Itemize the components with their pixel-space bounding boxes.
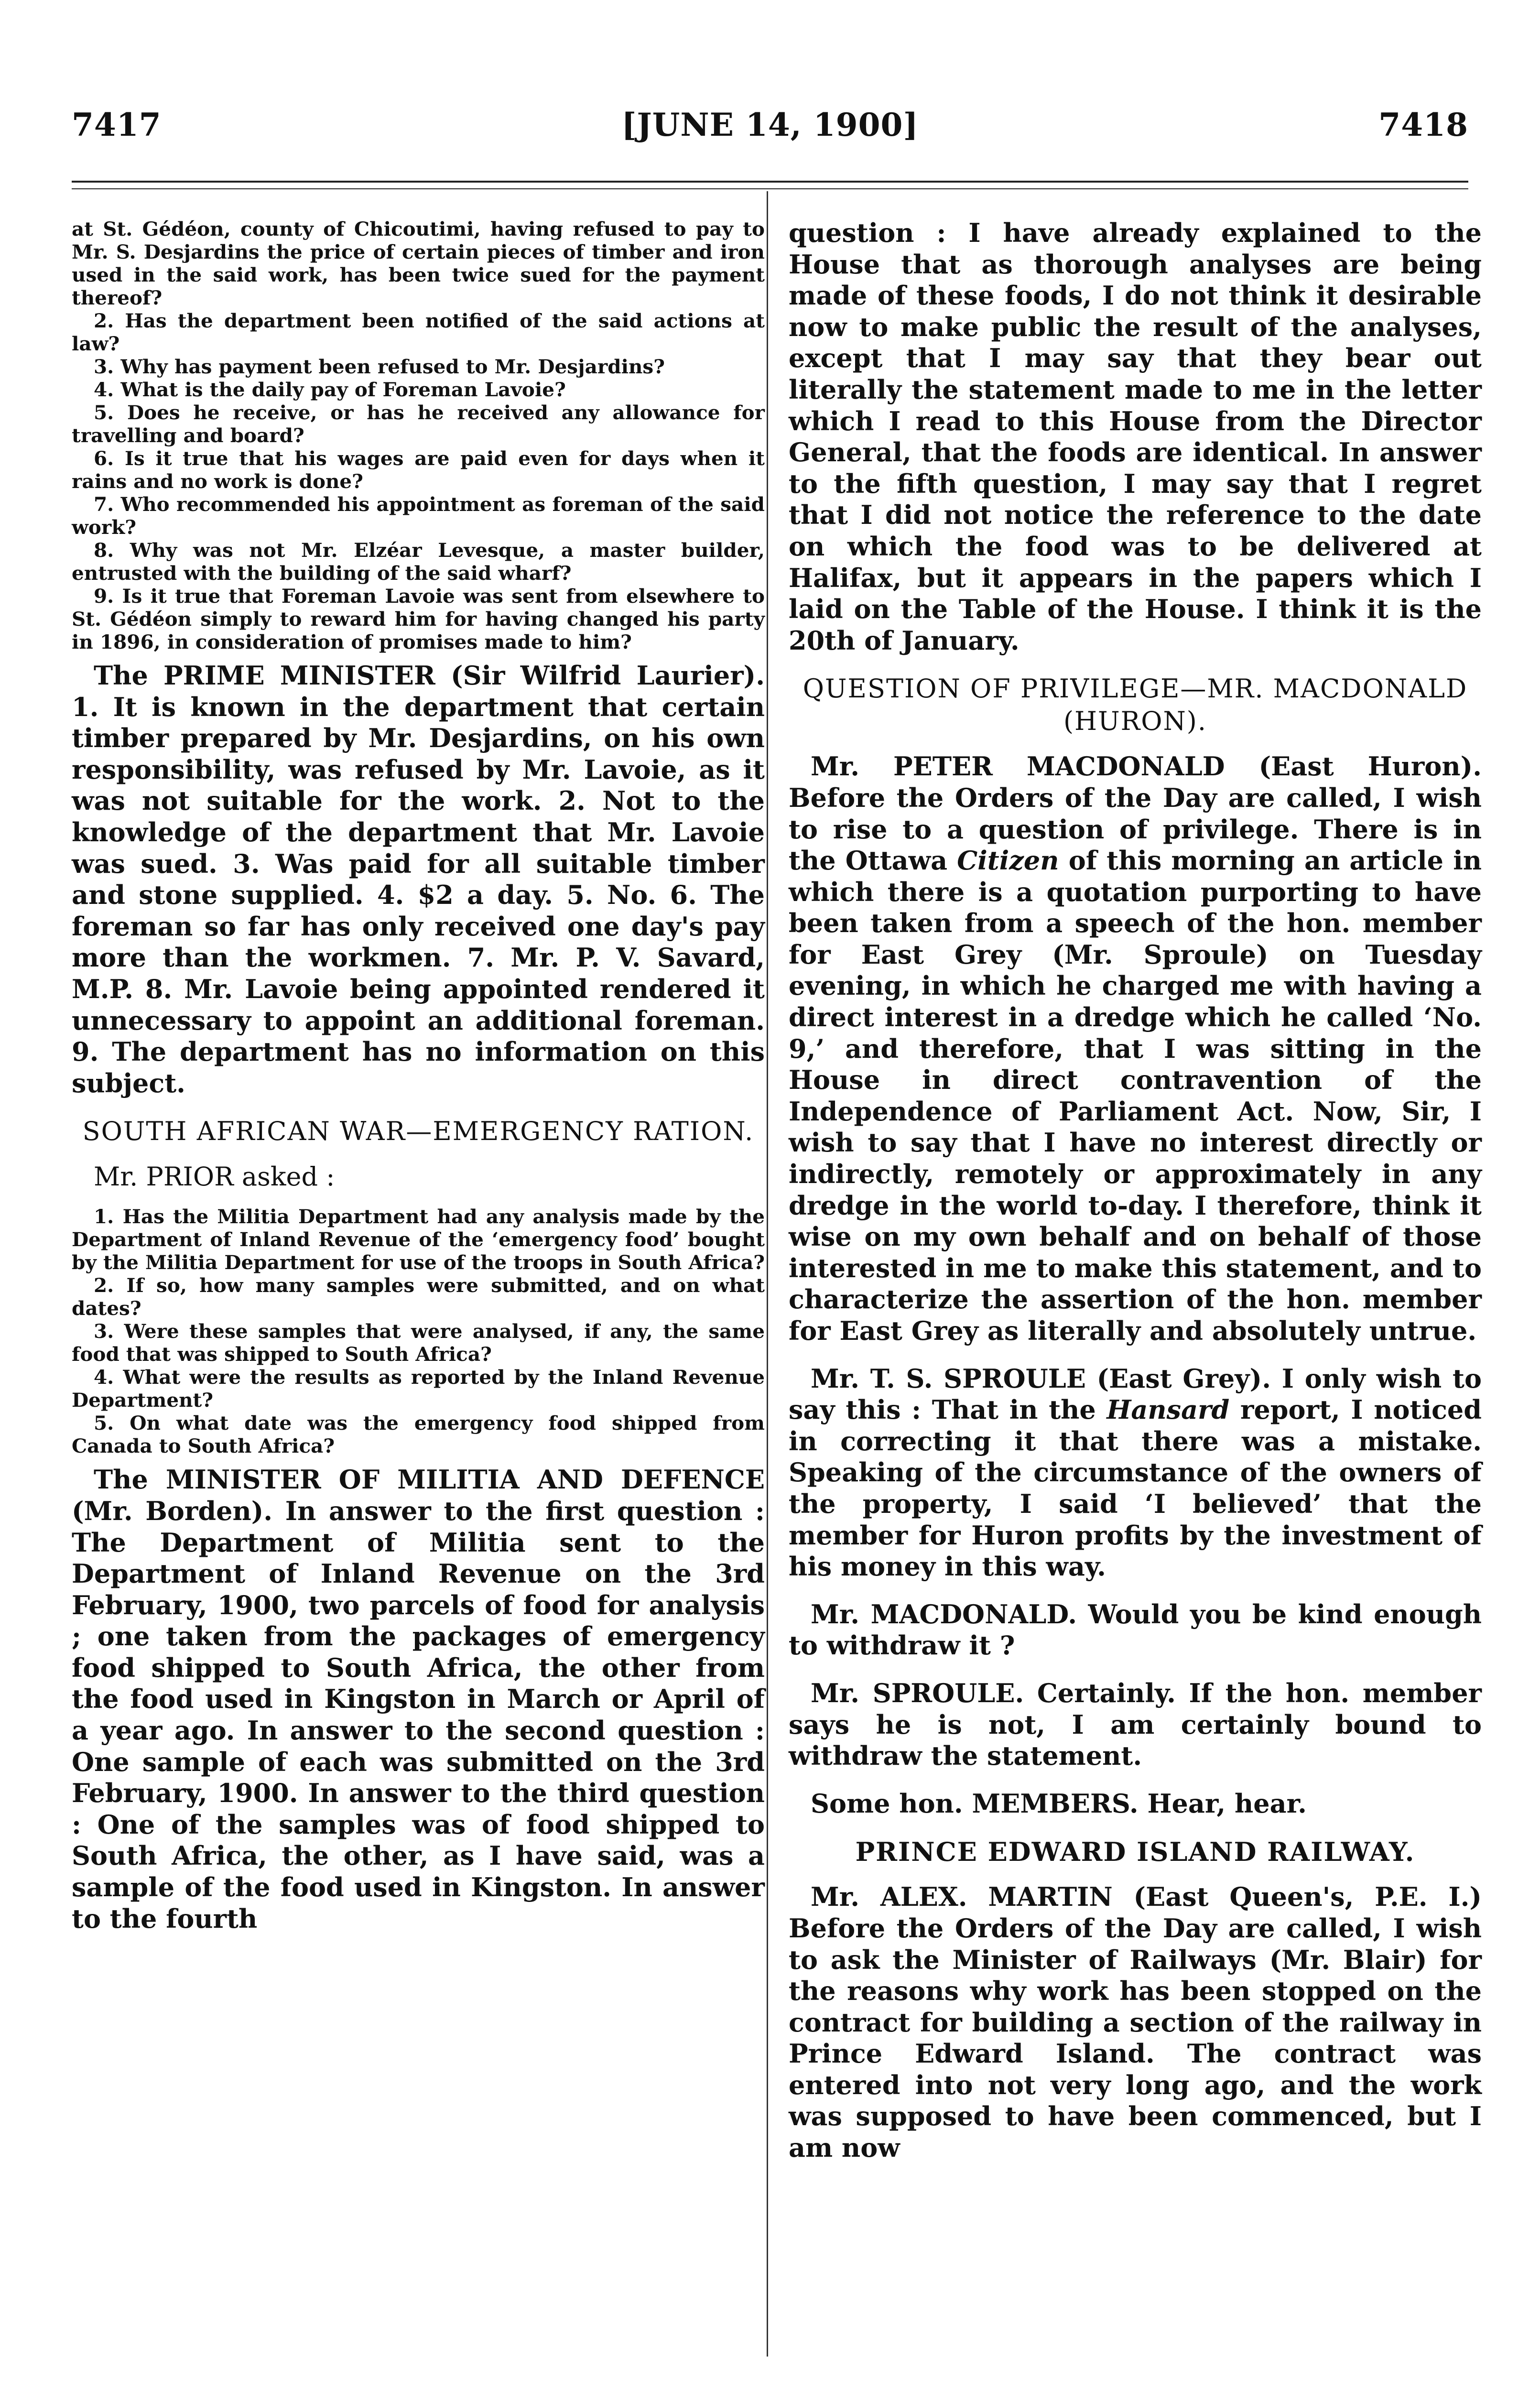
question-paragraph: at St. Gédéon, county of Chicoutimi, having refused to pay to Mr. S. Desjardins the price of certain pieces of timber and iron used in the said work, has been twice sued for the payment thereof? [72, 217, 765, 309]
speech-text: report, I noticed in correcting it that there was a mistake. Speaking of the circumstance of the owners of the property, I said ‘I believed’ that the member for Huron profits by the investment of his money in this way. [789, 1394, 1482, 1582]
hansard-reference: Hansard [1106, 1394, 1230, 1425]
question-paragraph: 2. Has the department been notified of the said actions at law? [72, 309, 765, 355]
question-paragraph: 3. Were these samples that were analysed, if any, the same food that was shipped to South Africa? [72, 1320, 765, 1366]
speech-paragraph [789, 1599, 1482, 1662]
speech-paragraph [789, 1678, 1482, 1772]
speech-text: Before the Orders of the Day are called, I wish to ask the Minister of Railways (Mr. Blair) for the reasons why work has been stopped on the contract for building a section of the railway in Prince Edward Island. The contract was entered into not very long ago, and the work was supposed to have been commenced, but I am now [789, 1912, 1482, 2163]
speech-paragraph [789, 1363, 1482, 1583]
section-heading: QUESTION OF PRIVILEGE—MR. MACDONALD (HURON). [803, 674, 1468, 737]
question-paragraph: 1. Has the Militia Department had any analysis made by the Department of Inland Revenue of the ‘emergency food’ bought by the Militia Department for use of the troops in South Africa? [72, 1205, 765, 1274]
answer-paragraph [72, 660, 765, 1099]
left-column [72, 217, 765, 1946]
continuation-paragraph: question : I have already explained to the House that as thorough analyses are being made of these foods, I do not think it desirable now to make public the result of the analyses, except that I may say that they bear out literally the statement made to me in the letter which I read to this House from the Director General, that the foods are identical. In answer to the fifth question, I may say that I regret that I did not notice the reference to the date on which the food was to be delivered at Halifax, but it appears in the papers which I laid on the Table of the House. I think it is the 20th of January. [789, 217, 1482, 656]
right-page-number: 7418 [1378, 106, 1468, 143]
question-paragraph: 4. What is the daily pay of Foreman Lavoie? [94, 378, 566, 401]
speech-text: Before the Orders of the Day are called, I wish to rise to a question of privilege. There is in the Ottawa [789, 782, 1482, 876]
speaker-name: The PRIME MINISTER (Sir Wilfrid Laurier). [94, 660, 765, 691]
question-paragraph: 4. What were the results as reported by the Inland Revenue Department? [72, 1366, 765, 1412]
section-heading: SOUTH AFRICAN WAR—EMERGENCY RATION. [82, 1116, 754, 1147]
question-paragraph: 8. Why was not Mr. Elzéar Levesque, a master builder, entrusted with the building of the said wharf? [72, 539, 765, 585]
speaker-name: Mr. T. S. SPROULE (East Grey). [811, 1363, 1271, 1394]
speech-text: Hear, hear. [1147, 1788, 1307, 1819]
speaker-name: Mr. MACDONALD. [811, 1598, 1077, 1630]
speech-paragraph [789, 1881, 1482, 2163]
question-paragraph: 5. On what date was the emergency food shipped from Canada to South Africa? [72, 1412, 765, 1458]
question-paragraph: 2. If so, how many samples were submitted, and on what dates? [72, 1274, 765, 1320]
right-column [789, 217, 1482, 2180]
speaker-name: The MINISTER OF MILITIA AND DEFENCE (Mr. Borden). [72, 1464, 765, 1526]
speaker-name: Mr. PETER MACDONALD (East Huron). [811, 751, 1482, 782]
question-paragraph: 3. Why has payment been refused to Mr. Desjardins? [94, 355, 665, 378]
answer-paragraph [72, 1464, 765, 1934]
speech-paragraph [789, 1788, 1482, 1820]
answer-text: In answer to the first question : The Department of Militia sent to the Department of Inland Revenue on the 3rd February, 1900, two parcels of food for analysis ; one taken from the packages of emergency food shipped to South Africa, the other from the food used in Kingston in March or April of a year ago. In answer to the second question : One sample of each was submitted on the 3rd February, 1900. In answer to the third question : One of the samples was of food shipped to South Africa, the other, as I have said, was a sample of the food used in Kingston. In answer to the fourth [72, 1495, 765, 1934]
question-paragraph: 9. Is it true that Foreman Lavoie was sent from elsewhere to St. Gédéon simply to reward him for having changed his party in 1896, in consideration of promises made to him? [72, 585, 765, 653]
question-paragraph: 5. Does he receive, or has he received any allowance for travelling and board? [72, 401, 765, 447]
speaker-name: Mr. SPROULE. [811, 1677, 1024, 1708]
speech-paragraph [789, 751, 1482, 1347]
speech-text: of this morning an article in which there is a quotation purporting to have been taken from a speech of the hon. member for East Grey (Mr. Sproule) on Tuesday evening, in which he charged me with having a direct interest in a dredge which he called ‘No. 9,’ and therefore, that I was sitting in the House in direct contravention of the Independence of Parliament Act. Now, Sir, I wish to say that I have no interest directly or indirectly, remotely or approximately in any dredge in the world to-day. I therefore, think it wise on my own behalf and on behalf of those interested in me to make this statement, and to characterize the assertion of the hon. member for East Grey as literally and absolutely untrue. [789, 845, 1482, 1346]
answer-text: 1. It is known in the department that certain timber prepared by Mr. Desjardins, on his own responsibility, was refused by Mr. Lavoie, as it was not suitable for the work. 2. Not to the knowledge of the department that Mr. Lavoie was sued. 3. Was paid for all suitable timber and stone supplied. 4. $2 a day. 5. No. 6. The foreman so far has only received one day's pay more than the workmen. 7. Mr. P. V. Savard, M.P. 8. Mr. Lavoie being appointed rendered it unnecessary to appoint an additional foreman. 9. The department has no information on this subject. [72, 691, 765, 1098]
header-rule-thin [72, 188, 1468, 189]
question-paragraph: 6. Is it true that his wages are paid even for days when it rains and no work is done? [72, 447, 765, 493]
speaker-name: Some hon. MEMBERS. [811, 1788, 1139, 1819]
speech-text: Certainly. If the hon. member says he is not, I am certainly bound to withdraw the statement. [789, 1677, 1482, 1771]
left-page-number: 7417 [72, 106, 162, 143]
question-paragraph: 7. Who recommended his appointment as foreman of the said work? [72, 493, 765, 539]
asked-line: Mr. PRIOR asked : [94, 1162, 335, 1192]
speech-text: Would you be kind enough to withdraw it ? [789, 1598, 1482, 1661]
section-heading: PRINCE EDWARD ISLAND RAILWAY. [855, 1836, 1415, 1868]
page-date: [JUNE 14, 1900] [621, 106, 919, 143]
speaker-name: Mr. ALEX. MARTIN (East Queen's, P.E. I.) [811, 1881, 1482, 1912]
header-rule [72, 181, 1468, 183]
speech-text: I only wish to say this : That in the [789, 1363, 1482, 1425]
newspaper-name: Citizen [957, 845, 1059, 876]
column-divider [767, 191, 768, 2357]
